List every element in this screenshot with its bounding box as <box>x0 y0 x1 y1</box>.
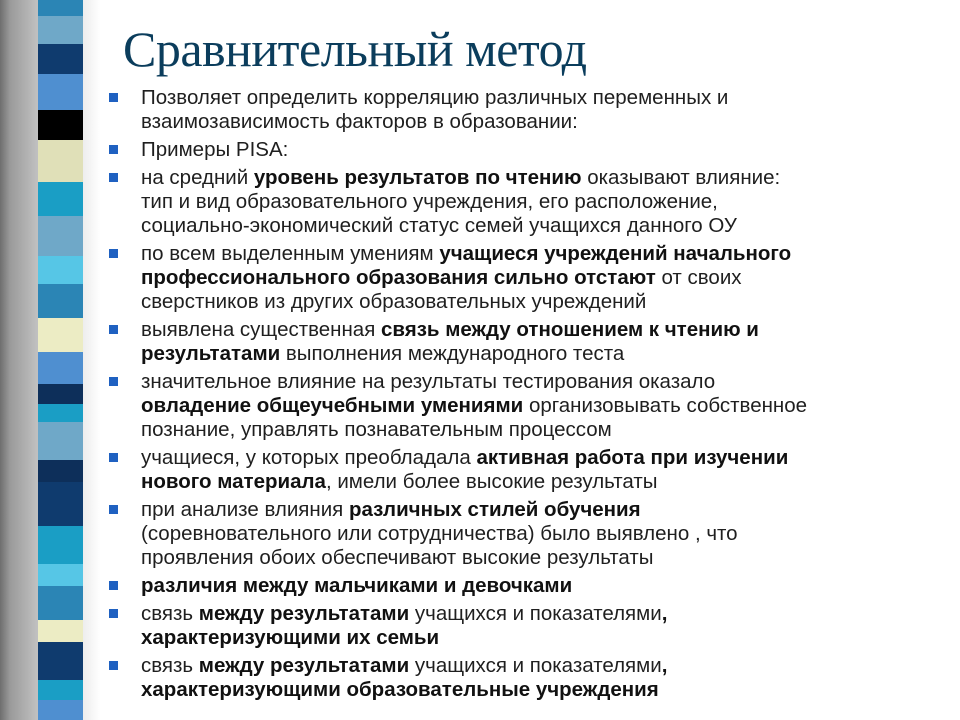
stripe-block <box>38 74 83 110</box>
stripe-block <box>38 642 83 680</box>
text-segment: связь <box>141 654 199 677</box>
square-bullet-icon <box>109 453 118 462</box>
bullet-item <box>101 446 931 494</box>
text-segment: значительное влияние на результаты тестирования оказало <box>141 370 716 393</box>
square-bullet-icon <box>109 93 118 102</box>
bold-text-segment: между результатами <box>198 654 410 677</box>
stripe-block <box>38 16 83 44</box>
stripe-block <box>38 352 83 384</box>
square-bullet-icon <box>109 145 118 154</box>
bold-text-segment: , <box>661 654 668 677</box>
stripe-block <box>38 0 83 16</box>
bullet-item <box>101 370 931 442</box>
bold-text-segment: различных стилей обучения <box>348 498 641 521</box>
text-segment: учащихся и показателями <box>409 654 662 677</box>
stripe-block <box>38 460 83 482</box>
bold-text-segment: характеризующими образовательные учреждения <box>141 678 659 701</box>
bullet-item <box>101 166 931 238</box>
stripe-block <box>38 216 83 256</box>
text-segment: связь <box>141 602 199 625</box>
text-segment: на средний <box>141 166 254 189</box>
bold-text-segment: профессионального образования сильно отстают <box>141 266 656 289</box>
stripe-block <box>38 140 83 182</box>
square-bullet-icon <box>109 377 118 386</box>
decorative-stripe-column <box>38 0 83 720</box>
text-segment: сверстников из других образовательных учреждений <box>141 290 647 313</box>
bullet-item <box>101 654 931 702</box>
stripe-block <box>38 182 83 216</box>
stripe-block <box>38 384 83 404</box>
stripe-block <box>38 526 83 564</box>
text-segment: тип и вид образовательного учреждения, его расположение, <box>141 190 718 213</box>
bold-text-segment: нового материала <box>141 470 326 493</box>
bullet-item <box>101 242 931 314</box>
square-bullet-icon <box>109 505 118 514</box>
bold-text-segment: характеризующими их семьи <box>141 626 440 649</box>
bullet-item <box>101 602 931 650</box>
bold-text-segment: между результатами <box>198 602 410 625</box>
stripe-block <box>38 44 83 74</box>
bold-text-segment: различия между мальчиками и девочками <box>141 574 573 597</box>
bold-text-segment: активная работа при изучении <box>476 446 789 469</box>
bullet-item <box>101 86 931 134</box>
text-segment: проявления обоих обеспечивают высокие результаты <box>141 546 654 569</box>
text-segment: взаимозависимость факторов в образовании: <box>141 110 578 133</box>
stripe-block <box>38 404 83 422</box>
stripe-block <box>38 700 83 720</box>
bullet-item <box>101 498 931 570</box>
slide-title: Сравнительный метод <box>123 21 587 77</box>
stripe-block <box>38 284 83 318</box>
text-segment: оказывают влияние: <box>581 166 781 189</box>
text-segment: по всем выделенным умениям <box>141 242 440 265</box>
text-segment: выполнения международного теста <box>280 342 625 365</box>
stripe-block <box>38 318 83 352</box>
stripe-block <box>38 620 83 642</box>
text-segment: учащиеся, у которых преобладала <box>141 446 477 469</box>
stripe-block <box>38 680 83 700</box>
square-bullet-icon <box>109 325 118 334</box>
bullet-list <box>101 86 931 706</box>
text-segment: учащихся и показателями <box>409 602 662 625</box>
square-bullet-icon <box>109 609 118 618</box>
stripe-block <box>38 586 83 620</box>
text-segment: при анализе влияния <box>141 498 349 521</box>
text-segment: познание, управлять познавательным процессом <box>141 418 612 441</box>
text-segment: , имели более высокие результаты <box>325 470 658 493</box>
text-segment: социально-экономический статус семей учащихся данного ОУ <box>141 214 737 237</box>
square-bullet-icon <box>109 661 118 670</box>
stripe-block <box>38 256 83 284</box>
bullet-item <box>101 574 931 598</box>
bold-text-segment: связь между отношением к чтению и <box>381 318 759 341</box>
stripe-block <box>38 482 83 526</box>
text-segment: Примеры PISA: <box>141 138 289 161</box>
text-segment: выявлена существенная <box>141 318 382 341</box>
square-bullet-icon <box>109 173 118 182</box>
stripe-block <box>38 110 83 140</box>
bold-text-segment: уровень результатов по чтению <box>253 166 582 189</box>
bold-text-segment: овладение общеучебными умениями <box>141 394 524 417</box>
stripe-block <box>38 564 83 586</box>
bold-text-segment: учащиеся учреждений начального <box>439 242 792 265</box>
stripe-block <box>38 422 83 460</box>
text-segment: от своих <box>655 266 742 289</box>
text-segment: (соревновательного или сотрудничества) было выявлено , что <box>141 522 738 545</box>
bold-text-segment: , <box>661 602 668 625</box>
text-segment: организовывать собственное <box>523 394 808 417</box>
square-bullet-icon <box>109 581 118 590</box>
bullet-item <box>101 318 931 366</box>
bold-text-segment: результатами <box>141 342 281 365</box>
square-bullet-icon <box>109 249 118 258</box>
bullet-item <box>101 138 931 162</box>
text-segment: Позволяет определить корреляцию различных переменных и <box>141 86 729 109</box>
